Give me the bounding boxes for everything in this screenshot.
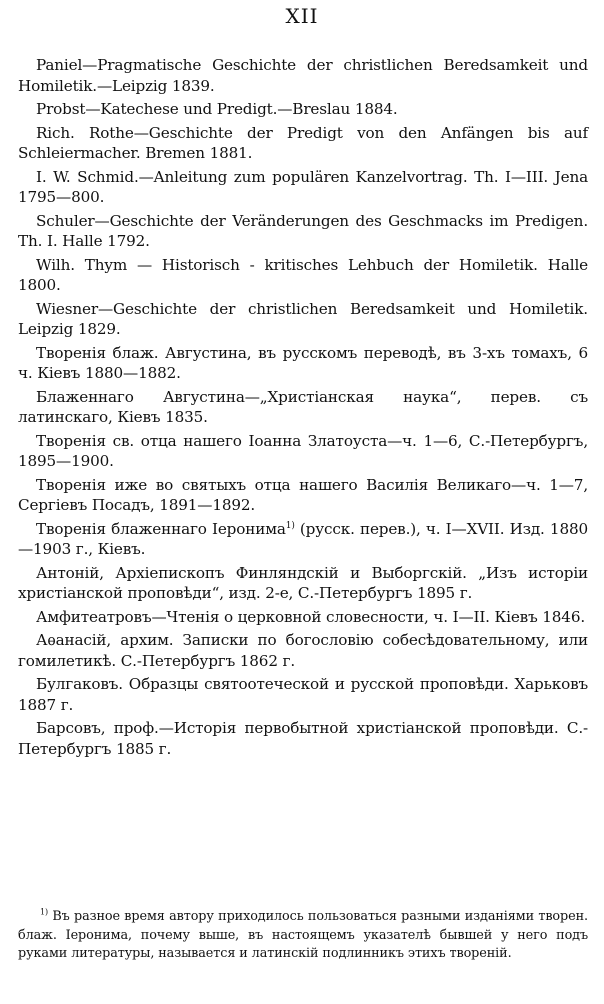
bibliography-entry-chrysostom: Творенія св. отца нашего Іоанна Златоуста—ч. 1—6, С.-Петербургъ, 1895—1900. [18,431,588,470]
bibliography-entry-schmid: I. W. Schmid.—Anleitung zum populären Kanzelvortrag. Th. I—III. Jena 1795—800. [18,167,588,206]
bibliography-entry-augustine-christian-doctrine: Блаженнаго Августина—„Христіанская наука“, перев. съ латинскаго, Кіевъ 1835. [18,387,588,426]
bibliography-entry-augustine-works: Творенія блаж. Августина, въ русскомъ переводѣ, въ 3-хъ томахъ, 6 ч. Кіевъ 1880—1882. [18,343,588,382]
footnote-reference: 1) [285,520,295,531]
bibliography-entry-antony: Антоній, Архіепископъ Финляндскій и Выборгскій. „Изъ исторіи христіанской проповѣди“, изд. 2-е, С.-Петербургъ 1895 г. [18,563,588,602]
bibliography-list [18,55,588,762]
bibliography-entry-paniel: Paniel—Pragmatische Geschichte der christlichen Beredsamkeit und Homiletik.—Leipzig 1839. [18,56,588,95]
bibliography-entry-bulgakov: Булгаковъ. Образцы святоотеческой и русской проповѣди. Харьковъ 1887 г. [18,675,588,714]
bibliography-entry-probst: Probst—Katechese und Predigt.—Breslau 1884. [36,100,398,118]
bibliography-entry-thym: Wilh. Thym — Historisch - kritisches Lehbuch der Homiletik. Halle 1800. [18,255,588,294]
bibliography-entry-athanasius: Аѳанасій, архим. Записки по богословію собесѣдовательному, или гомилетикѣ. С.-Петербургъ 1862 г. [18,631,588,670]
footnote [18,908,588,964]
bibliography-entry-basil: Творенія иже во святыхъ отца нашего Василія Великаго—ч. 1—7, Сергіевъ Посадъ, 1891—1892. [18,475,588,514]
bibliography-entry-jerome [18,519,588,560]
jerome-entry-details: (русск. перев.), ч. I—XVII. Изд. 1880—1903 г., Кіевъ. [18,519,588,558]
jerome-entry-title: Творенія блаженнаго Іеронима [36,519,286,538]
bibliography-entry-amfiteatrov: Амфитеатровъ—Чтенія о церковной словесности, ч. I—II. Кіевъ 1846. [36,607,586,626]
bibliography-entry-wiesner: Wiesner—Geschichte der christlichen Beredsamkeit und Homiletik. Leipzig 1829. [18,299,588,338]
footnote-marker: 1) [40,907,49,917]
bibliography-entry-barsov: Барсовъ, проф.—Исторія первобытной христіанской проповѣди. С.-Петербургъ 1885 г. [18,719,588,758]
bibliography-entry-schuler: Schuler—Geschichte der Veränderungen des Geschmacks im Predigen. Th. I. Halle 1792. [18,211,588,250]
footnote-text: Въ разное время автору приходилось пользоваться разными изданіями творен. блаж. Іеронима, почему выше, въ настоящемъ указателѣ бывшей у него подъ руками литературы, называется и латинскій подлинникъ этихъ твореній. [18,909,588,961]
page-number: XII [285,4,319,28]
bibliography-entry-rothe: Rich. Rothe—Geschichte der Predigt von den Anfängen bis auf Schleiermacher. Bremen 1881. [18,123,588,162]
